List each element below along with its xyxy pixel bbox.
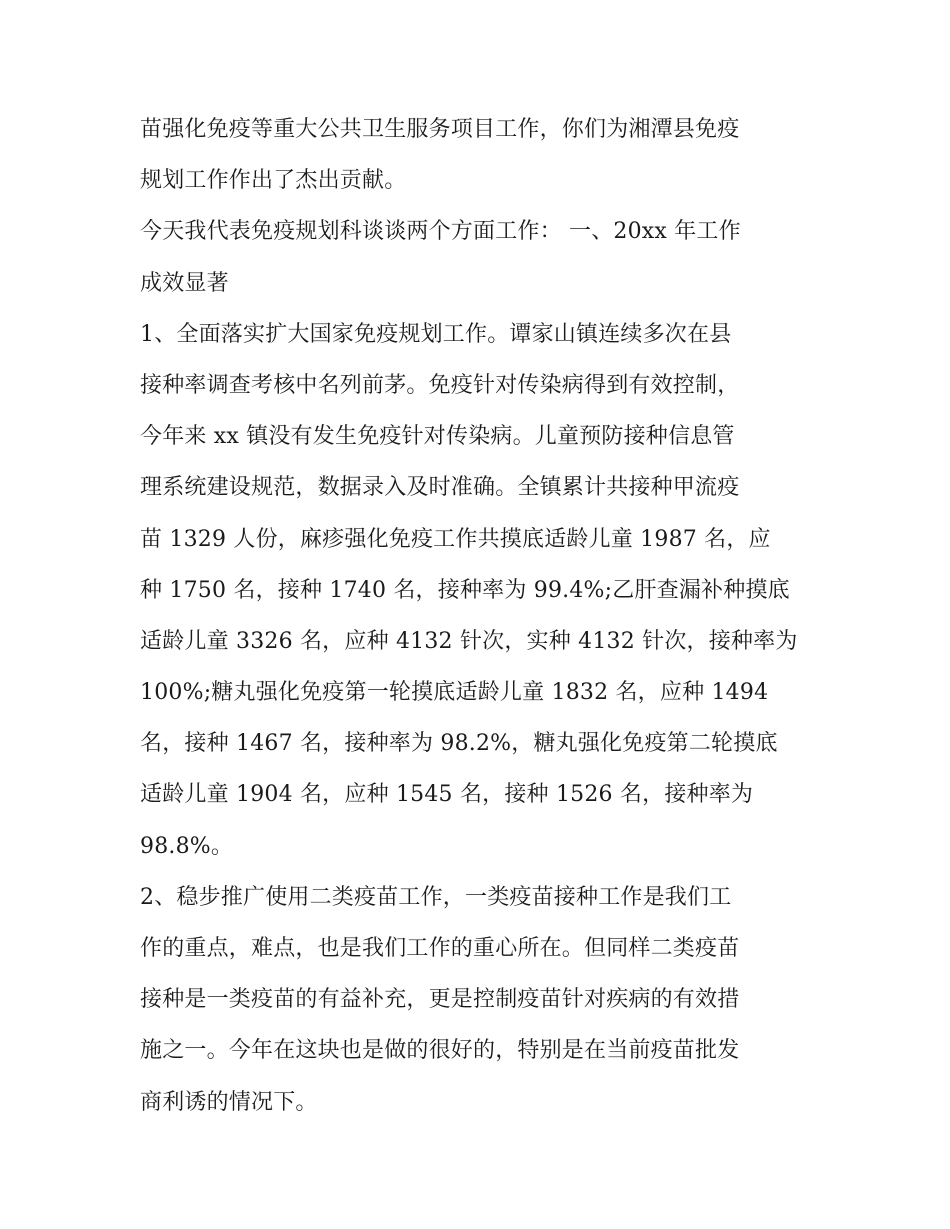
text-line: 施之一。今年在这块也是做的很好的，特别是在当前疫苗批发 bbox=[140, 1038, 740, 1064]
text-line: 商利诱的情况下。 bbox=[140, 1089, 318, 1115]
text-line: 1、全面落实扩大国家免疫规划工作。谭家山镇连续多次在县 bbox=[140, 321, 732, 347]
document-body bbox=[140, 104, 820, 1128]
text-line: 适龄儿童 1904 名，应种 1545 名，接种 1526 名，接种率为 bbox=[140, 782, 754, 808]
text-line: 名，接种 1467 名，接种率为 98.2%，糖丸强化免疫第二轮摸底 bbox=[140, 731, 778, 757]
text-line: 今年来 xx 镇没有发生免疫针对传染病。儿童预防接种信息管 bbox=[140, 424, 735, 450]
text-line: 成效显著 bbox=[140, 270, 229, 296]
text-line: 苗强化免疫等重大公共卫生服务项目工作，你们为湘潭县免疫 bbox=[140, 117, 740, 142]
text-line: 接种率调查考核中名列前茅。免疫针对传染病得到有效控制， bbox=[140, 372, 740, 398]
text-line: 适龄儿童 3326 名，应种 4132 针次，实种 4132 针次，接种率为 bbox=[140, 628, 798, 654]
text-line: 规划工作作出了杰出贡献。 bbox=[140, 168, 407, 194]
text-line: 今天我代表免疫规划科谈谈两个方面工作： 一、20xx 年工作 bbox=[140, 219, 741, 245]
text-line: 2、稳步推广使用二类疫苗工作，一类疫苗接种工作是我们工 bbox=[140, 884, 732, 910]
text-line: 100%;糖丸强化免疫第一轮摸底适龄儿童 1832 名，应种 1494 bbox=[140, 680, 769, 706]
text-line: 苗 1329 人份，麻疹强化免疫工作共摸底适龄儿童 1987 名，应 bbox=[140, 526, 771, 552]
text-line: 98.8%。 bbox=[140, 833, 234, 859]
text-line: 作的重点，难点，也是我们工作的重心所在。但同样二类疫苗 bbox=[140, 936, 740, 961]
text-line: 理系统建设规范，数据录入及时准确。全镇累计共接种甲流疫 bbox=[140, 475, 740, 501]
text-line: 接种是一类疫苗的有益补充，更是控制疫苗针对疾病的有效措 bbox=[140, 987, 740, 1013]
text-line: 种 1750 名，接种 1740 名，接种率为 99.4%;乙肝查漏补种摸底 bbox=[140, 577, 790, 603]
